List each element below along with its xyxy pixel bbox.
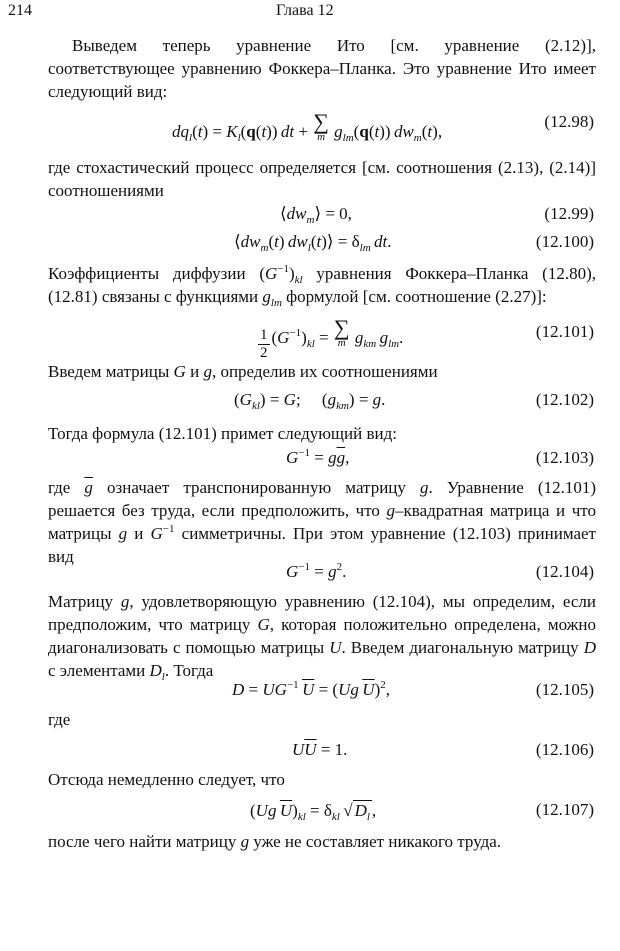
equation-number: (12.100) — [535, 232, 594, 251]
equation-formula: $G^{-1} = g\overline{g}$, — [286, 447, 350, 467]
equation-12-101 — [0, 312, 620, 360]
equation-formula: $\frac{1}{2}$ $(G^{-1})_{kl}$ = ∑ m $g_{km}$ $g_{lm}$. — [260, 315, 404, 361]
equation-formula: $dq_l(t) = K_l(q(t))$ dt + ∑ m $g_{lm}(q(t))$ $dw_m(t)$, — [172, 109, 443, 144]
equation-formula: $⟨dw_m(t)$ $dw_l(t)⟩ = \delta_{lm}$ dt. — [234, 232, 392, 254]
equation-formula: $(G_{kl}) = G$; $(g_{km}) = g$. — [234, 390, 386, 412]
equation-12-100 — [0, 226, 620, 260]
equation-number: (12.105) — [535, 680, 594, 699]
paragraph-hence: Отсюда немедленно следует, что — [48, 770, 285, 789]
equation-formula: (Ug $\overline{U})_{kl} = \delta_{kl}$ √ $D_l$ , — [250, 801, 377, 823]
chapter-title: Глава 12 — [276, 2, 334, 19]
equation-12-102 — [0, 384, 620, 418]
paragraph-stochastic: где стохастический процесс определяется [см. соотношения (2.13), (2.14)] соотношениями — [48, 158, 596, 200]
equation-number: (12.106) — [535, 740, 594, 759]
equation-12-98 — [0, 106, 620, 144]
equation-number: (12.107) — [535, 800, 594, 819]
paragraph-intro: Выведем теперь уравнение Ито [см. уравнение (2.12)], соответствующее уравнению Фоккера–Планка. Это уравнение Ито имеет следующий вид: — [48, 36, 596, 101]
fraction-one-half: $\frac{1}{2}$ — [260, 327, 268, 361]
equation-12-105 — [0, 674, 620, 708]
paragraph-where: где — [48, 710, 71, 729]
paragraph-diffusion: Коэффициенты диффузии $(G^{-1})_{kl}$ уравнения Фоккера–Планка (12.80), (12.81) связаны с функциями $g_{lm}$ формулой [см. соотношение (2.27)]: — [48, 263, 597, 309]
equation-number: (12.101) — [535, 322, 594, 341]
sum-symbol: ∑ m — [333, 315, 350, 349]
paragraph-formula-101: Тогда формула (12.101) примет следующий вид: — [48, 424, 397, 443]
equation-number: (12.104) — [535, 562, 594, 581]
paragraph-matrices: Введем матрицы G и g, определив их соотношениями — [48, 362, 438, 381]
paragraph-diagonalize: Матрицу g, удовлетворяющую уравнению (12.104), мы определим, если предположим, что матрицу G, которая положительно определена, можно диагонализовать с помощью матрицы U. Введем диагональную матрицу D с элементами $D_l$. Тогда — [48, 592, 597, 683]
equation-12-103 — [0, 442, 620, 476]
equation-formula: $U\overline{U} = 1$. — [292, 740, 348, 759]
equation-12-106 — [0, 734, 620, 768]
equation-formula: $D = UG^{-1}$ $\overline{U} = (Ug$ $\overline{U})^2$, — [232, 679, 390, 699]
equation-formula: $⟨dw_m⟩ = 0$, — [280, 204, 352, 226]
equation-12-107 — [0, 794, 620, 828]
sum-symbol: ∑ m — [313, 109, 329, 143]
equation-12-104 — [0, 556, 620, 590]
paragraph-conclusion: после чего найти матрицу g уже не составляет никакого труда. — [48, 832, 502, 851]
paragraph-transpose: где $\overline{g}$ означает транспонированную матрицу g. Уравнение (12.101) решается без труда, если предположить, что g–квадратная матрица и что матрицы g и $G^{-1}$ симметричны. При этом уравнение (12.103) принимает вид — [48, 478, 596, 566]
equation-number: (12.103) — [535, 448, 594, 467]
equation-number: (12.99) — [544, 204, 594, 223]
equation-number: (12.102) — [535, 390, 594, 409]
page-number: 214 — [8, 2, 32, 19]
equation-formula: $G^{-1} = g^2$. — [286, 561, 347, 581]
equation-number: (12.98) — [544, 112, 594, 131]
